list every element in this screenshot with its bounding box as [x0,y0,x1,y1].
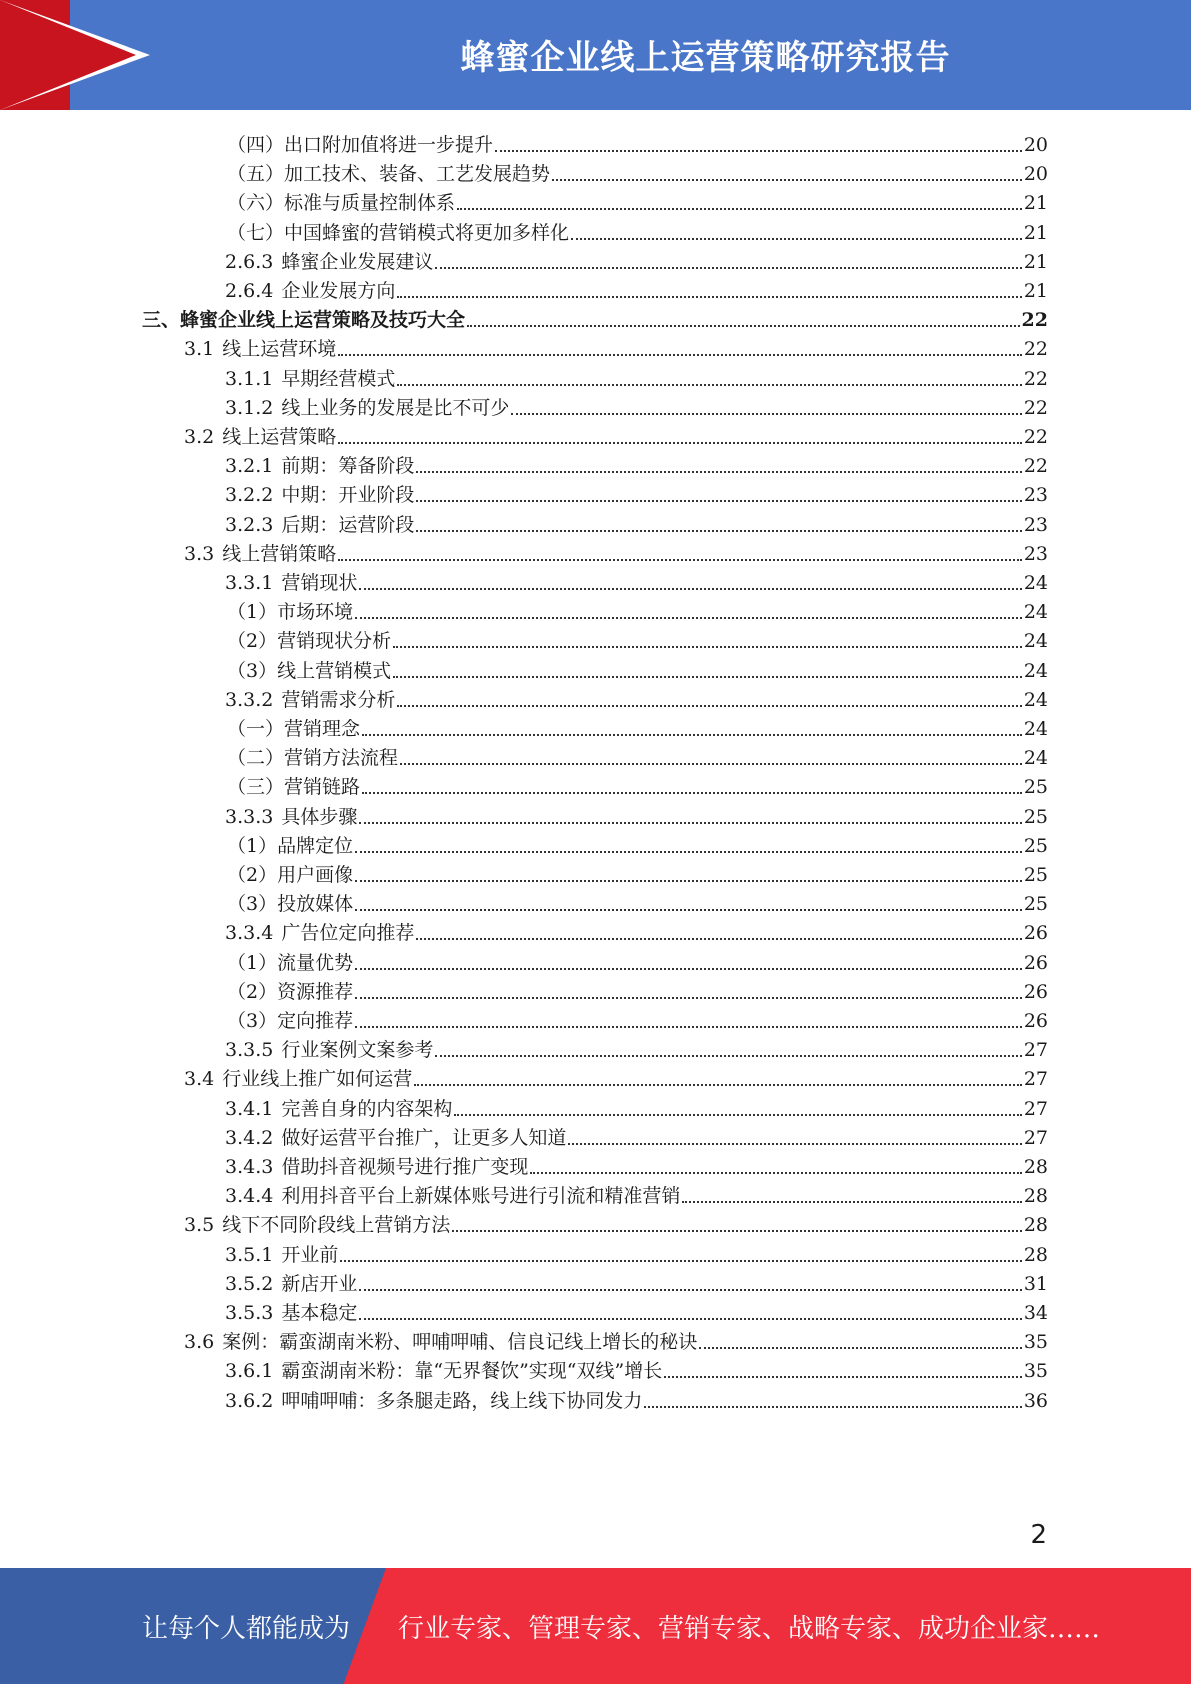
toc-entry-title: （1）流量优势 [227,951,354,974]
toc-dot-leader [397,384,1021,386]
toc-entry-title: （2）资源推荐 [227,980,354,1003]
toc-entry-number: 3.4 [184,1068,215,1091]
toc-entry-page: 27 [1023,1097,1048,1120]
toc-entry-page: 23 [1023,513,1048,536]
toc-entry-page: 22 [1021,309,1048,332]
toc-entry[interactable] [184,1323,1048,1354]
toc-entry-page: 22 [1023,338,1048,361]
toc-entry[interactable] [227,184,1048,215]
toc-entry-title: （3）投放媒体 [227,893,354,916]
toc-entry-title: 蜂蜜企业发展建议 [281,250,434,273]
toc-entry[interactable] [227,973,1048,1004]
toc-entry-page: 20 [1023,163,1048,186]
toc-dot-leader [338,442,1022,444]
toc-entry-page: 35 [1023,1360,1048,1383]
toc-entry-page: 35 [1023,1331,1048,1354]
toc-dot-leader [435,1055,1021,1057]
page-number: 2 [1030,1520,1047,1550]
toc-entry-page: 21 [1023,221,1048,244]
toc-entry-number: 3.4.1 [225,1097,274,1120]
toc-dot-leader [467,325,1020,327]
toc-entry[interactable] [227,593,1048,624]
toc-entry[interactable] [225,506,1048,537]
toc-entry-page: 25 [1023,864,1048,886]
toc-entry-page: 24 [1023,572,1048,594]
toc-dot-leader [416,500,1021,502]
toc-entry-title: 线上营销策略 [222,542,337,565]
toc-entry-page: 25 [1023,834,1048,857]
toc-entry[interactable] [227,827,1048,858]
toc-entry-page: 21 [1023,280,1048,302]
toc-dot-leader [457,208,1022,210]
toc-entry-number: 3.2.1 [225,455,274,478]
toc-entry-number: 3.6.1 [225,1360,274,1383]
toc-entry-title: 具体步骤 [281,805,358,828]
toc-entry-title: 开业前 [281,1243,339,1266]
toc-entry-title: 做好运营平台推广，让更多人知道 [281,1126,567,1149]
toc-entry[interactable] [142,301,1048,332]
toc-entry-number: 3.3.5 [225,1039,274,1062]
toc-entry[interactable] [225,914,1048,945]
toc-dot-leader [416,471,1021,473]
toc-dot-leader [568,1143,1021,1145]
toc-dot-leader [359,822,1021,824]
toc-entry-title: （一）营销理念 [227,718,361,740]
toc-dot-leader [454,1114,1021,1116]
toc-entry-page: 20 [1023,134,1048,156]
header-arrow [0,0,136,110]
toc-entry-title: （1）品牌定位 [227,834,354,857]
toc-entry[interactable] [227,768,1048,799]
toc-entry[interactable] [227,856,1048,887]
toc-entry[interactable] [225,1294,1048,1325]
toc-dot-leader [362,792,1022,794]
toc-entry-page: 26 [1023,980,1048,1003]
toc-dot-leader [414,1084,1022,1086]
toc-entry-title: 中期：开业阶段 [281,484,415,507]
toc-entry-title: 新店开业 [281,1272,358,1295]
toc-dot-leader [416,938,1021,940]
toc-entry-page: 23 [1023,542,1048,565]
toc-entry[interactable] [227,214,1048,245]
toc-entry-page: 36 [1023,1389,1048,1412]
toc-entry-page: 27 [1023,1126,1048,1149]
toc-entry[interactable] [225,564,1048,595]
toc-entry-title: （3）线上营销模式 [227,659,392,682]
toc-dot-leader [400,763,1022,765]
toc-entry-title: 后期：运营阶段 [281,513,415,536]
toc-entry-title: 营销现状 [281,572,358,594]
toc-entry-title: （五）加工技术、装备、工艺发展趋势 [227,163,551,186]
toc-dot-leader [355,997,1022,999]
toc-dot-leader [355,880,1022,882]
toc-entry-page: 26 [1023,951,1048,974]
toc-dot-leader [452,1230,1022,1232]
toc-entry[interactable] [225,1031,1048,1062]
toc-entry-page: 28 [1023,1214,1048,1237]
toc-entry-number: 3.3.2 [225,688,274,711]
toc-dot-leader [355,909,1022,911]
toc-entry-title: 营销需求分析 [281,688,396,711]
report-title: 蜂蜜企业线上运营策略研究报告 [460,38,951,78]
toc-entry-title: （2）用户画像 [227,864,354,886]
toc-entry-title: 线下不同阶段线上营销方法 [222,1214,451,1237]
toc-entry[interactable] [227,710,1048,741]
toc-dot-leader [571,238,1022,240]
toc-entry-number: 3.3.1 [225,572,274,594]
toc-entry-title: 线上运营策略 [222,426,337,448]
toc-entry-title: （二）营销方法流程 [227,747,399,770]
toc-entry-page: 24 [1023,630,1048,653]
toc-entry-title: 行业案例文案参考 [281,1039,434,1062]
toc-entry-title: 早期经营模式 [281,367,396,390]
toc-entry-page: 27 [1023,1039,1048,1062]
toc-entry[interactable] [225,476,1048,507]
toc-entry-title: （四）出口附加值将进一步提升 [227,134,494,156]
toc-entry-number: 3.1 [184,338,215,361]
toc-entry[interactable] [225,1119,1048,1150]
toc-entry-number: 3.3.4 [225,922,274,945]
toc-entry[interactable] [225,1148,1048,1179]
toc-entry[interactable] [225,1382,1048,1413]
toc-entry[interactable] [225,1090,1048,1121]
toc-entry-page: 21 [1023,250,1048,273]
toc-entry[interactable] [227,622,1048,653]
toc-dot-leader [362,734,1022,736]
footer-slogan-right: 行业专家、管理专家、营销专家、战略专家、成功企业家…… [398,1614,1101,1644]
toc-entry-title: 基本稳定 [281,1302,358,1324]
toc-dot-leader [397,705,1021,707]
toc-dot-leader [511,413,1021,415]
toc-entry-page: 24 [1023,688,1048,711]
toc-dot-leader [682,1201,1021,1203]
toc-entry-number: 3.3 [184,542,215,565]
toc-entry-title: 行业线上推广如何运营 [222,1068,413,1091]
toc-dot-leader [340,1260,1021,1262]
toc-entry-page: 24 [1023,747,1048,770]
toc-entry-title: 线上业务的发展是比不可少 [281,396,510,419]
toc-entry-title: 案例：霸蛮湖南米粉、呷哺呷哺、信良记线上增长的秘诀 [222,1331,698,1354]
toc-entry-page: 27 [1023,1068,1048,1091]
toc-dot-leader [359,1289,1021,1291]
toc-entry-number: 3.1.1 [225,367,274,390]
toc-entry[interactable] [225,681,1048,712]
toc-entry-page: 26 [1023,1010,1048,1032]
toc-entry[interactable] [225,1177,1048,1208]
toc-entry-number: 3.4.2 [225,1126,274,1149]
toc-dot-leader [355,851,1022,853]
toc-entry-number: 3.5 [184,1214,215,1237]
toc-dot-leader [495,150,1022,152]
toc-entry-number: 3.3.3 [225,805,274,828]
toc-entry-page: 25 [1023,776,1048,799]
toc-entry[interactable] [227,944,1048,975]
toc-entry-number: 3.2.2 [225,484,274,507]
toc-entry-title: （六）标准与质量控制体系 [227,192,456,215]
toc-entry-number: 3.6.2 [225,1389,274,1412]
toc-entry-title: 呷哺呷哺：多条腿走路，线上线下协同发力 [281,1389,643,1412]
toc-dot-leader [359,1318,1021,1320]
toc-dot-leader [552,179,1022,181]
toc-entry-number: 2.6.3 [225,250,274,273]
toc-entry-title: （3）定向推荐 [227,1010,354,1032]
toc-dot-leader [338,354,1022,356]
toc-entry-page: 24 [1023,718,1048,740]
toc-entry[interactable] [227,652,1048,683]
toc-entry[interactable] [225,1352,1048,1383]
toc-entry-number: 3.5.3 [225,1302,274,1324]
toc-entry[interactable] [227,1002,1048,1033]
toc-dot-leader [355,968,1022,970]
toc-dot-leader [355,617,1022,619]
toc-entry-title: （七）中国蜂蜜的营销模式将更加多样化 [227,221,570,244]
toc-dot-leader [664,1376,1022,1378]
toc-dot-leader [530,1172,1021,1174]
toc-entry-number: 2.6.4 [225,280,274,302]
toc-entry-page: 26 [1023,922,1048,945]
toc-entry-number: 3.5.1 [225,1243,274,1266]
toc-entry-page: 23 [1023,484,1048,507]
toc-entry-page: 21 [1023,192,1048,215]
toc-dot-leader [699,1347,1022,1349]
toc-entry-page: 22 [1023,367,1048,390]
toc-entry[interactable] [227,126,1048,157]
toc-entry[interactable] [225,360,1048,391]
toc-entry[interactable] [225,389,1048,420]
page-header [0,0,1191,110]
toc-entry-title: 前期：筹备阶段 [281,455,415,478]
toc-entry-title: 三、蜂蜜企业线上运营策略及技巧大全 [142,309,466,332]
toc-entry[interactable] [225,798,1048,829]
toc-entry-title: （三）营销链路 [227,776,361,799]
toc-entry-title: 利用抖音平台上新媒体账号进行引流和精准营销 [281,1185,681,1208]
toc-dot-leader [393,646,1022,648]
toc-entry-page: 22 [1023,396,1048,419]
toc-entry-page: 28 [1023,1243,1048,1266]
toc-dot-leader [416,530,1021,532]
toc-entry-page: 22 [1023,426,1048,448]
toc-entry-page: 22 [1023,455,1048,478]
toc-entry-title: 广告位定向推荐 [281,922,415,945]
toc-entry-title: （1）市场环境 [227,601,354,624]
toc-entry[interactable] [184,418,1048,449]
page-footer [0,1568,1191,1684]
footer-slogan-left: 让每个人都能成为 [142,1614,351,1644]
toc-entry-number: 3.5.2 [225,1272,274,1295]
toc-entry[interactable] [184,1206,1048,1237]
toc-entry-number: 3.4.4 [225,1185,274,1208]
toc-entry-page: 31 [1023,1272,1048,1295]
toc-entry-page: 28 [1023,1156,1048,1178]
toc-entry[interactable] [225,272,1048,303]
toc-entry-number: 3.6 [184,1331,215,1354]
toc-dot-leader [393,676,1022,678]
toc-entry-number: 3.4.3 [225,1156,274,1178]
toc-entry[interactable] [225,447,1048,478]
toc-dot-leader [397,296,1021,298]
toc-dot-leader [435,267,1021,269]
toc-entry-number: 3.2 [184,426,215,448]
toc-entry-page: 25 [1023,805,1048,828]
toc-entry-title: 借助抖音视频号进行推广变现 [281,1156,529,1178]
toc-entry[interactable] [184,1060,1048,1091]
toc-entry-page: 24 [1023,659,1048,682]
toc-entry[interactable] [184,535,1048,566]
toc-entry-page: 24 [1023,601,1048,624]
toc-entry-title: 完善自身的内容架构 [281,1097,453,1120]
toc-entry-page: 25 [1023,893,1048,916]
toc-entry-title: 霸蛮湖南米粉：靠“无界餐饮”实现“双线”增长 [281,1360,663,1383]
toc-entry-page: 34 [1023,1302,1048,1324]
toc-entry[interactable] [227,155,1048,186]
toc-entry[interactable] [227,885,1048,916]
toc-entry-number: 3.2.3 [225,513,274,536]
toc-dot-leader [359,588,1021,590]
toc-entry-page: 28 [1023,1185,1048,1208]
toc-dot-leader [338,559,1022,561]
toc-entry-title: （2）营销现状分析 [227,630,392,653]
toc-entry[interactable] [184,330,1048,361]
toc-entry[interactable] [225,1265,1048,1296]
toc-entry-number: 3.1.2 [225,396,274,419]
toc-entry[interactable] [225,243,1048,274]
toc-entry[interactable] [227,739,1048,770]
toc-entry-title: 线上运营环境 [222,338,337,361]
toc-entry-title: 企业发展方向 [281,280,396,302]
toc-entry[interactable] [225,1236,1048,1267]
toc-dot-leader [355,1026,1022,1028]
toc-dot-leader [644,1406,1021,1408]
